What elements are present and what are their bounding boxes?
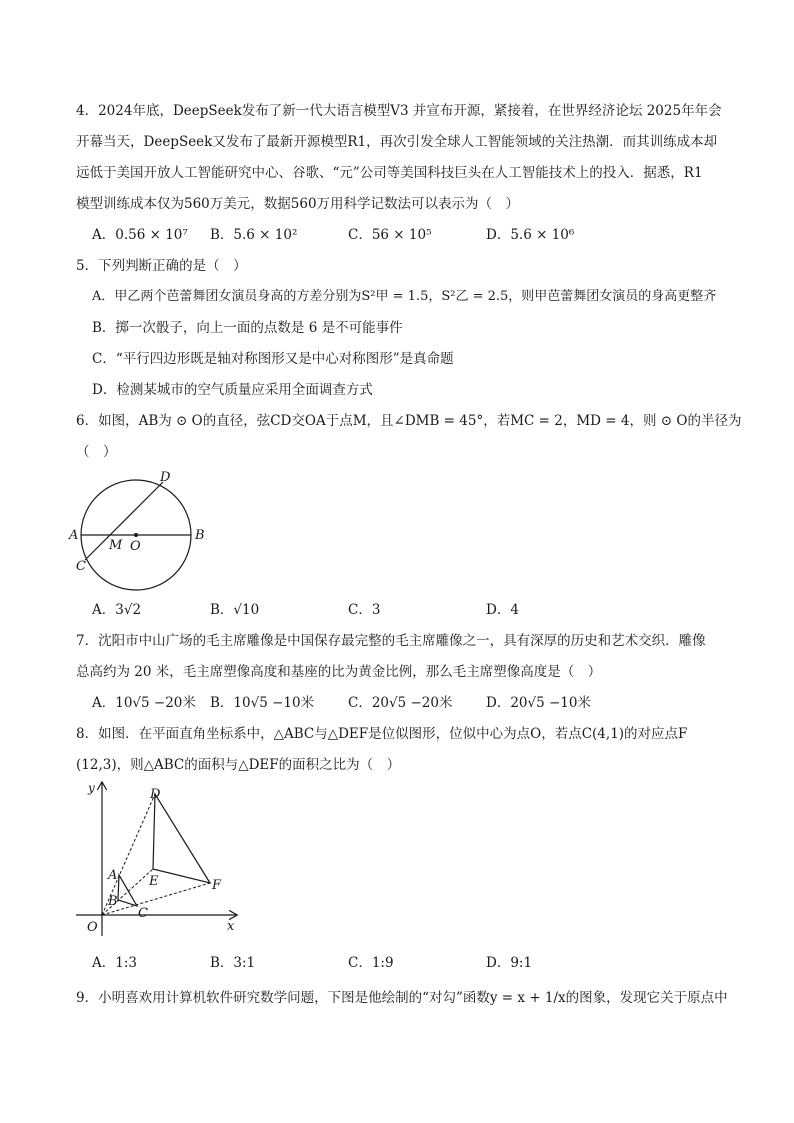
q7-option-c: C．20√5 −20米 — [348, 695, 453, 711]
q8-line-1: 8．如图．在平面直角坐标系中，△ABC与△DEF是位似图形，位似中心为点O，若点C(4,1)的对应点F — [76, 726, 688, 742]
q6-line-1: 6．如图，AB为 ⊙ O的直径，弦CD交OA于点M，且∠DMB = 45°，若MC = 2，MD = 4，则 ⊙ O的半径为 — [76, 413, 742, 429]
label-f: F — [212, 878, 222, 893]
q8-option-d: D．9:1 — [486, 955, 533, 971]
label-m: M — [109, 538, 123, 553]
q4-option-c: C．56 × 10⁵ — [348, 227, 432, 243]
q7-option-a: A．10√5 −20米 — [92, 695, 196, 711]
q5-option-a: A．甲乙两个芭蕾舞团女演员身高的方差分别为S²甲 = 1.5，S²乙 = 2.5，则甲芭蕾舞团女演员的身高更整齐 — [92, 289, 717, 304]
label-o: O — [130, 539, 141, 554]
q8-option-c: C．1:9 — [348, 955, 394, 971]
q5-option-c: C．“平行四边形既是轴对称图形又是中心对称图形”是真命题 — [92, 351, 454, 367]
q5-option-b: B．掷一次骰子，向上一面的点数是 6 是不可能事件 — [92, 320, 403, 336]
q5-option-d: D．检测某城市的空气质量应采用全面调查方式 — [92, 382, 373, 398]
homothety-figure — [76, 778, 246, 938]
q4-line-3: 远低于美国开放人工智能研究中心、谷歌、“元”公司等美国科技巨头在人工智能技术上的投入．据悉，R1 — [76, 165, 703, 181]
q7-line-1: 7．沈阳市中山广场的毛主席雕像是中国保存最完整的毛主席雕像之一，具有深厚的历史和艺术交织．雕像 — [76, 633, 706, 649]
q4-option-a: A．0.56 × 10⁷ — [92, 227, 188, 243]
label-e: E — [149, 874, 159, 889]
q7-option-b: B．10√5 −10米 — [210, 695, 315, 711]
q6-option-c: C．3 — [348, 602, 381, 618]
label-c: C — [138, 906, 148, 921]
q7-line-2: 总高约为 20 米，毛主席塑像高度和基座的比为黄金比例，那么毛主席塑像高度是（ ） — [76, 664, 602, 680]
q4-line-4: 模型训练成本仅为560万美元，数据560万用科学记数法可以表示为（ ） — [76, 196, 520, 212]
chord-cd — [85, 482, 163, 560]
q8-line-2: (12,3)，则△ABC的面积与△DEF的面积之比为（ ） — [76, 757, 401, 773]
label-b: B — [108, 894, 118, 909]
q4-line-2: 开幕当天，DeepSeek又发布了最新开源模型R1，再次引发全球人工智能领域的关注热潮．而其训练成本却 — [76, 134, 718, 150]
label-d: D — [160, 470, 171, 485]
q6-option-b: B．√10 — [210, 602, 260, 618]
label-c: C — [76, 559, 86, 574]
label-y: y — [88, 781, 95, 795]
q4-line-1: 4．2024年底，DeepSeek发布了新一代大语言模型V3 并宣布开源，紧接着，在世界经济论坛 2025年年会 — [76, 103, 722, 119]
q5-stem: 5．下列判断正确的是（ ） — [76, 258, 247, 274]
label-a: A — [108, 868, 118, 883]
q4-option-b: B．5.6 × 10² — [210, 227, 298, 243]
q7-option-d: D．20√5 −10米 — [486, 695, 591, 711]
q6-option-a: A．3√2 — [92, 602, 142, 618]
q8-option-b: B．3:1 — [210, 955, 256, 971]
q4-option-d: D．5.6 × 10⁶ — [486, 227, 575, 243]
triangle-def — [153, 794, 210, 883]
label-a: A — [69, 528, 79, 543]
q9-line-1: 9．小明喜欢用计算机软件研究数学问题，下图是他绘制的“对勾”函数y = x + 1/x的图象，发现它关于原点中 — [76, 990, 728, 1006]
label-x: x — [227, 919, 235, 934]
circle-figure — [66, 468, 216, 598]
label-origin: O — [87, 920, 98, 935]
q8-option-a: A．1:3 — [92, 955, 137, 971]
label-d: D — [150, 787, 161, 802]
q6-option-d: D．4 — [486, 602, 519, 618]
q6-line-2: （ ） — [76, 444, 117, 460]
triangle-abc — [118, 875, 137, 906]
center-point — [134, 533, 138, 537]
label-b: B — [195, 528, 205, 543]
